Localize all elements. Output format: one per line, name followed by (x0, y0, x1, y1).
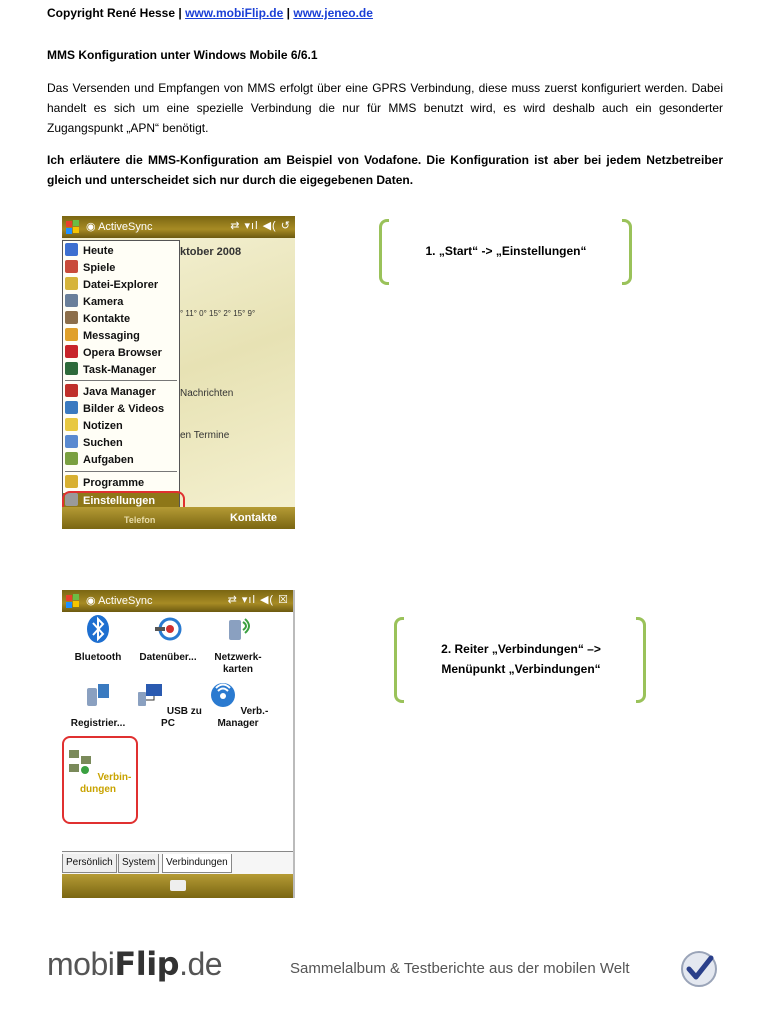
registration-icon (83, 680, 113, 710)
heute-icon (65, 243, 78, 256)
menu-item-java-manager[interactable]: Java Manager (65, 384, 156, 400)
menu-item-programme[interactable]: Programme (65, 475, 144, 491)
windows-start-icon[interactable] (65, 219, 81, 235)
vodafone-paragraph: Ich erläutere die MMS-Konfiguration am Beispiel von Vodafone. Die Konfiguration ist aber bei jedem Netzbetreiber gleich und unterscheidet sich nur durch die eigegebenen Daten. (47, 153, 723, 187)
menu-item-datei-explorer[interactable]: Datei-Explorer (65, 277, 158, 293)
page-title: MMS Konfiguration unter Windows Mobile 6/6.1 (47, 48, 318, 62)
network-card-icon (223, 614, 253, 644)
step1-bracket-right (622, 219, 632, 285)
softkey-right[interactable]: Kontakte (229, 512, 277, 524)
start-menu (62, 240, 180, 520)
settings-connections-screenshot (62, 590, 295, 898)
camera-icon (65, 294, 78, 307)
intro-paragraph: Das Versenden und Empfangen von MMS erfolgt über eine GPRS Verbindung, diese muss zuerst konfiguriert werden. Dabei handelt es sich um eine spezielle Verbindung die nur für MMS benutzt wird, es wird deshalb auch ein gesonderter Zugangspunkt „APN“ benötigt. (47, 81, 723, 135)
contacts-icon (65, 311, 78, 324)
windows-start-icon[interactable] (65, 593, 81, 609)
pictures-icon (65, 401, 78, 414)
bluetooth-icon (83, 614, 113, 644)
step1-instruction: 1. „Start“ -> „Einstellungen“ (425, 244, 587, 258)
tab-verbindungen[interactable]: Verbindungen (162, 854, 232, 873)
activesync-label: ◉ ActiveSync (86, 221, 153, 233)
menu-item-kontakte[interactable]: Kontakte (65, 311, 130, 327)
menu-item-task-manager[interactable]: Task-Manager (65, 362, 156, 378)
step2-bracket-left (394, 617, 404, 703)
menu-item-kamera[interactable]: Kamera (65, 294, 123, 310)
folder-icon (65, 277, 78, 290)
spiele-icon (65, 260, 78, 273)
menu-divider (65, 471, 177, 472)
termine-label: en Termine (180, 430, 230, 441)
softkey-bar (62, 507, 295, 529)
mobiflip-link[interactable]: www.mobiFlip.de (185, 6, 284, 20)
task-manager-icon (65, 362, 78, 375)
step1-bracket-left (379, 219, 389, 285)
nachrichten-label: Nachrichten (180, 388, 234, 399)
tab-persoenlich[interactable]: Persönlich (62, 854, 117, 873)
step2-instruction (408, 639, 634, 679)
start-menu-screenshot (62, 216, 295, 529)
settings-tabs (62, 851, 293, 874)
envelope-icon (65, 328, 78, 341)
status-icons: ⇄ ▾ıl ◀( ↺ (230, 220, 291, 232)
link-separator: | (286, 6, 291, 20)
title-bar (62, 590, 293, 612)
bluetooth-item[interactable]: Bluetooth (64, 614, 132, 664)
menu-item-heute[interactable]: Heute (65, 243, 114, 259)
step2-line1: 2. Reiter „Verbindungen“ –> (441, 642, 601, 656)
usb-pc-icon (134, 680, 164, 710)
date-fragment: ktober 2008 (180, 246, 242, 258)
menu-item-messaging[interactable]: Messaging (65, 328, 140, 344)
keyboard-icon[interactable] (170, 880, 186, 891)
menu-item-suchen[interactable]: Suchen (65, 435, 123, 451)
footer-tagline: Sammelalbum & Testberichte aus der mobilen Welt (290, 960, 630, 977)
opera-icon (65, 345, 78, 358)
verbindungen-highlight (62, 736, 138, 824)
step2-bracket-right (636, 617, 646, 703)
netzwerkkarten-item[interactable]: Netzwerk-karten (204, 614, 272, 676)
beam-icon (153, 614, 183, 644)
title-bar (62, 216, 295, 238)
input-bar (62, 874, 293, 898)
search-icon (65, 435, 78, 448)
registrierung-item[interactable]: Registrier... (64, 680, 132, 730)
menu-item-bilder[interactable]: Bilder & Videos (65, 401, 164, 417)
activesync-label: ◉ ActiveSync (86, 595, 153, 607)
menu-item-spiele[interactable]: Spiele (65, 260, 115, 276)
java-icon (65, 384, 78, 397)
connection-manager-icon (208, 680, 238, 710)
datenuebertragung-item[interactable]: Datenüber... (134, 614, 202, 664)
checkmark-logo-icon (680, 950, 718, 988)
programs-icon (65, 475, 78, 488)
notes-icon (65, 418, 78, 431)
usb-zu-pc-item[interactable]: USB zu PC (134, 680, 202, 730)
status-icons: ⇄ ▾ıl ◀( ☒ (227, 594, 289, 606)
copyright-line (47, 6, 373, 20)
menu-item-opera[interactable]: Opera Browser (65, 345, 162, 361)
weather-strip: ° 11° 0° 15° 2° 15° 9° (180, 309, 256, 318)
verbindungen-item[interactable]: Verbin-dungen (64, 746, 132, 796)
mobiflip-logo[interactable]: mobiFlip.de (47, 945, 223, 983)
menu-item-aufgaben[interactable]: Aufgaben (65, 452, 134, 468)
menu-item-einstellungen[interactable]: Einstellungen (63, 493, 179, 509)
softkey-left[interactable]: Telefon (124, 515, 156, 525)
jeneo-link[interactable]: www.jeneo.de (293, 6, 373, 20)
tasks-icon (65, 452, 78, 465)
tab-system[interactable]: System (118, 854, 159, 873)
verb-manager-item[interactable]: Verb.-Manager (204, 680, 272, 730)
copyright-text: Copyright René Hesse | (47, 6, 182, 20)
menu-divider (65, 380, 177, 381)
menu-item-notizen[interactable]: Notizen (65, 418, 123, 434)
step2-line2: Menüpunkt „Verbindungen“ (441, 662, 601, 676)
